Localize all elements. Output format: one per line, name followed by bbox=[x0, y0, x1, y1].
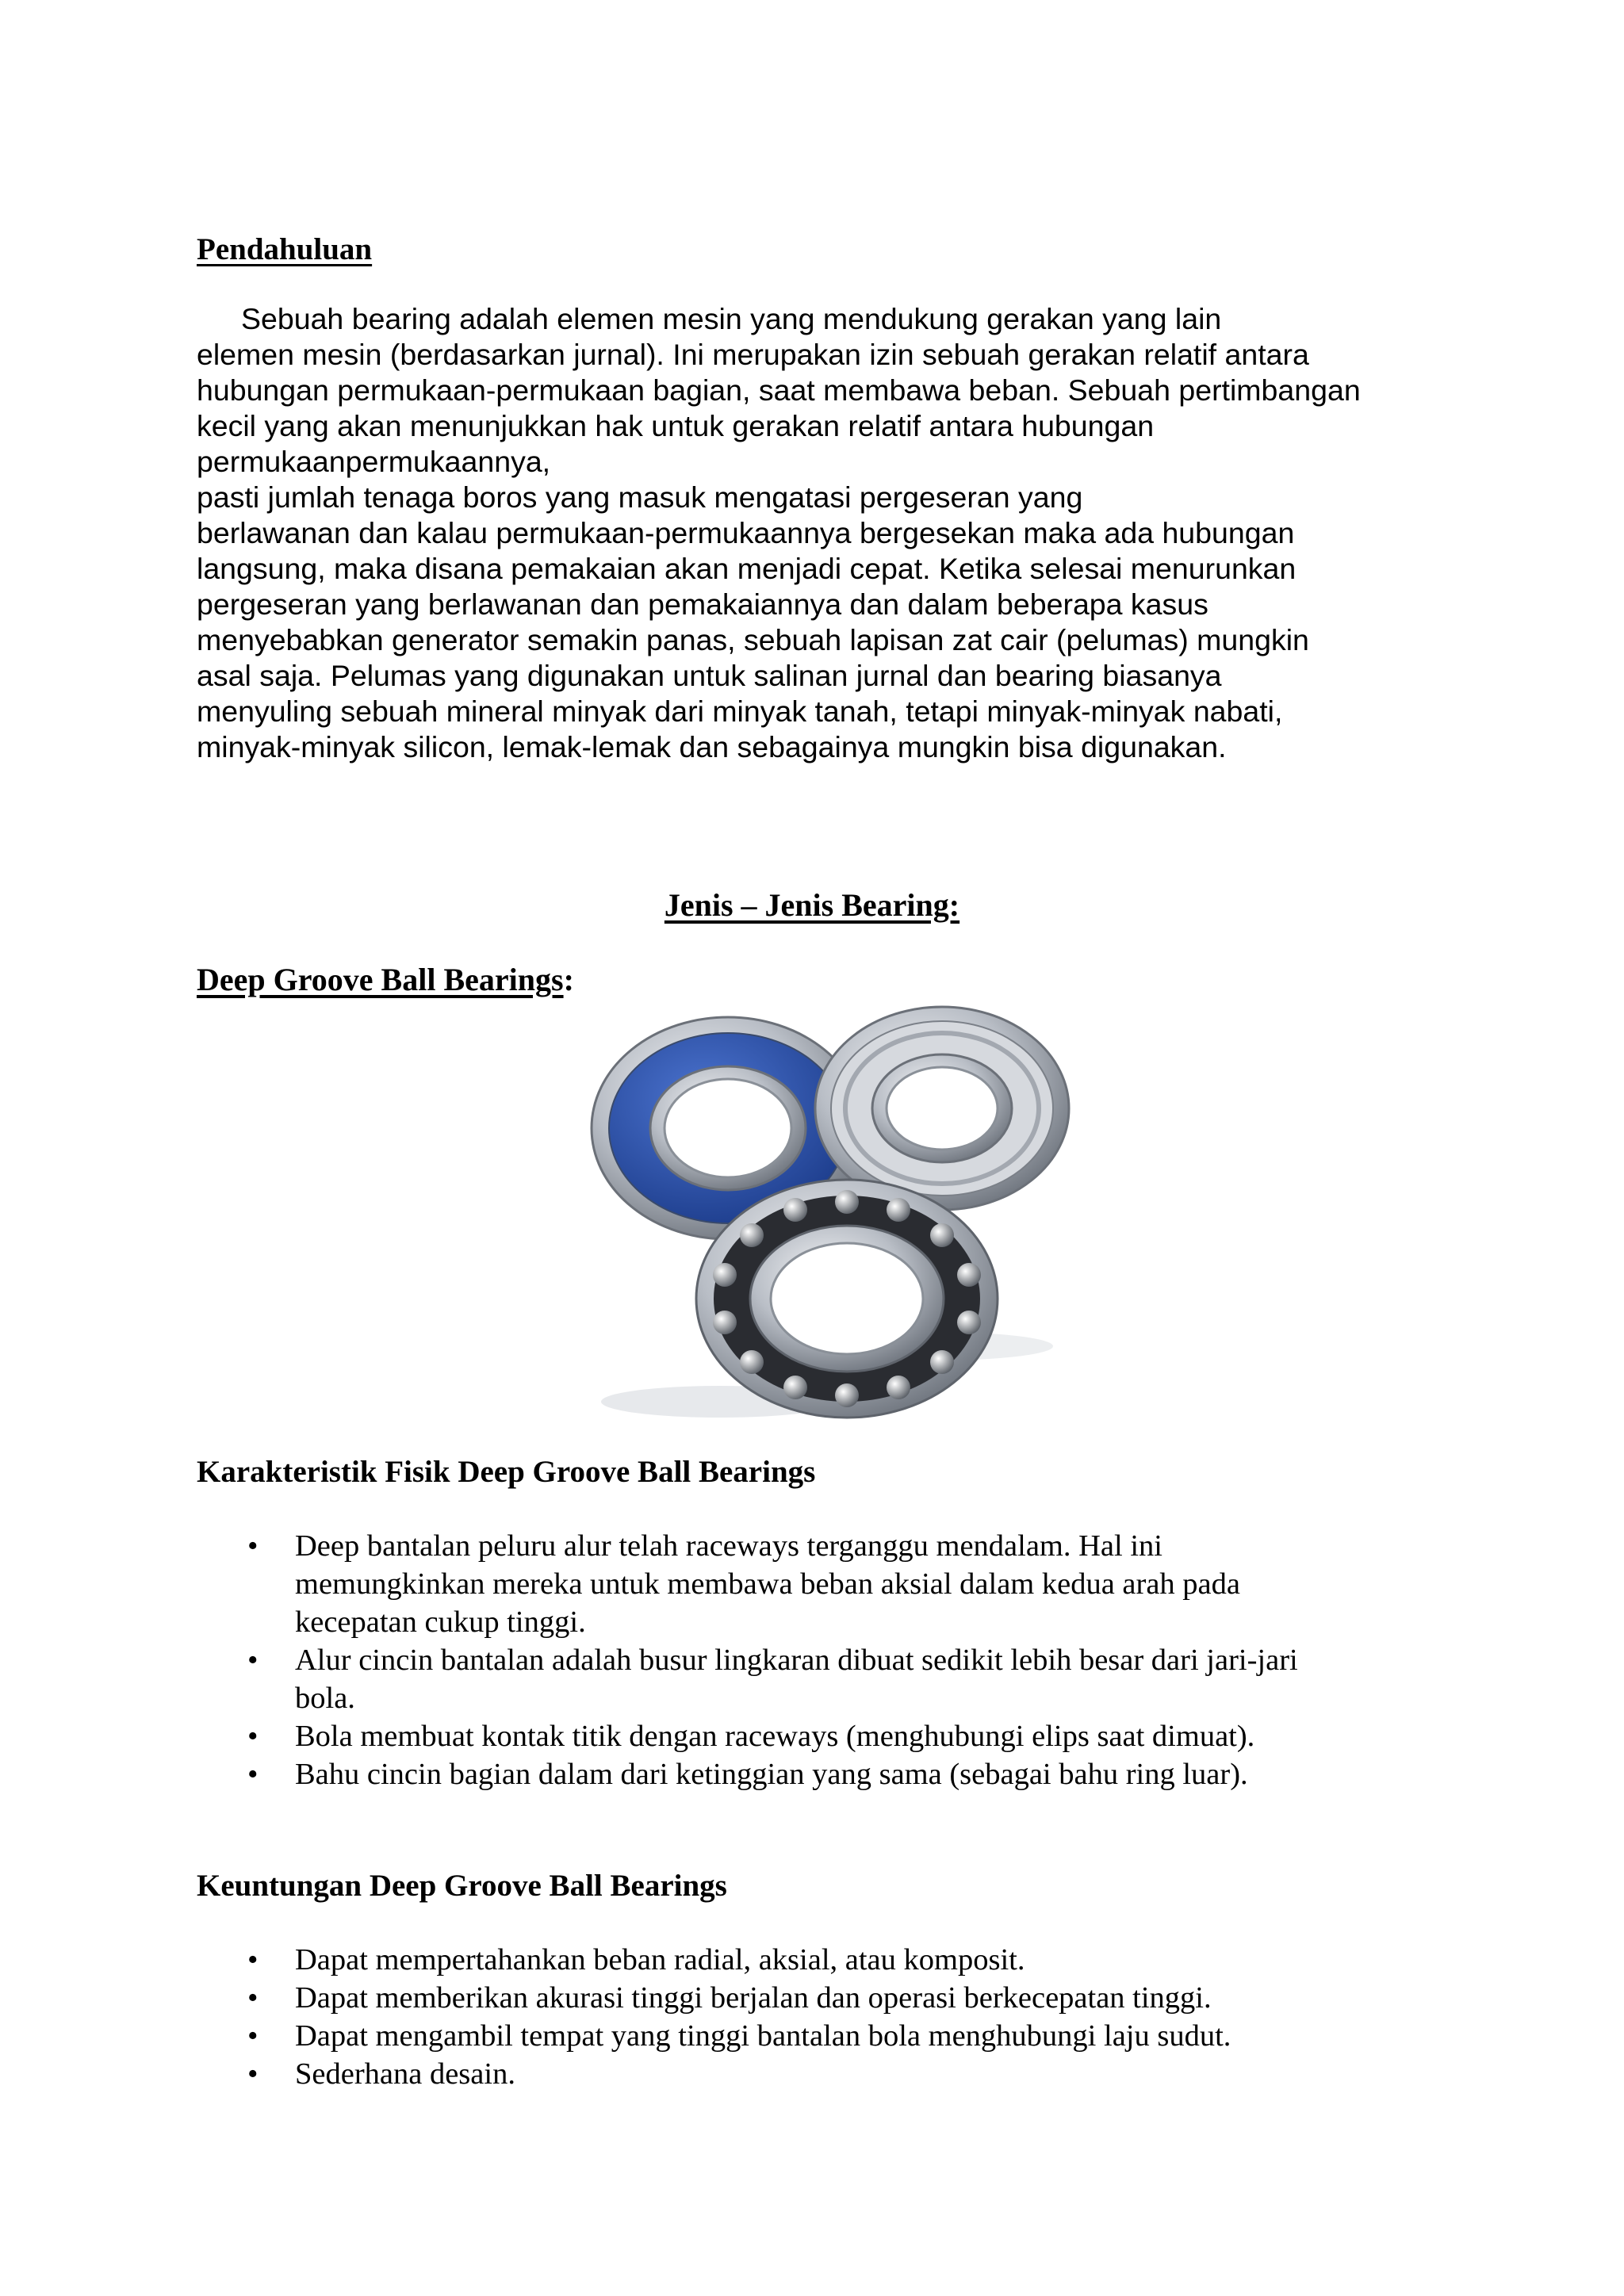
intro-line: kecil yang akan menunjukkan hak untuk gerakan relatif antara hubungan bbox=[197, 409, 1155, 442]
list-item-line: Bola membuat kontak titik dengan raceways (menghubungi elips saat dimuat). bbox=[295, 1720, 1255, 1753]
deep-groove-title-colon: : bbox=[563, 962, 574, 997]
bullet: • bbox=[247, 2019, 259, 2053]
list-item-line: kecepatan cukup tinggi. bbox=[295, 1605, 586, 1639]
advantages-list bbox=[197, 1941, 1434, 2093]
bullet: • bbox=[247, 1758, 259, 1791]
bullet: • bbox=[247, 1529, 259, 1563]
list-item bbox=[197, 1941, 1434, 1979]
types-title: Jenis – Jenis Bearing: bbox=[664, 887, 960, 923]
intro-line: minyak-minyak silicon, lemak-lemak dan sebagainya mungkin bisa digunakan. bbox=[197, 730, 1227, 763]
bullet: • bbox=[247, 1720, 259, 1753]
intro-line: elemen mesin (berdasarkan jurnal). Ini merupakan izin sebuah gerakan relatif antara bbox=[197, 338, 1309, 371]
list-item-line: Deep bantalan peluru alur telah raceways terganggu mendalam. Hal ini bbox=[295, 1529, 1162, 1563]
bullet: • bbox=[247, 1644, 259, 1677]
intro-line: hubungan permukaan-permukaan bagian, saat membawa beban. Sebuah pertimbangan bbox=[197, 373, 1361, 407]
intro-line: langsung, maka disana pemakaian akan menjadi cepat. Ketika selesai menurunkan bbox=[197, 552, 1297, 585]
intro-line: permukaanpermukaannya, bbox=[197, 445, 551, 478]
advantages-title: Keuntungan Deep Groove Ball Bearings bbox=[197, 1869, 727, 1903]
intro-line: menyebabkan generator semakin panas, sebuah lapisan zat cair (pelumas) mungkin bbox=[197, 623, 1309, 656]
list-item bbox=[197, 1755, 1434, 1793]
list-item-line: Alur cincin bantalan adalah busur lingkaran dibuat sedikit lebih besar dari jari-jari bbox=[295, 1644, 1298, 1677]
list-item-line: Sederhana desain. bbox=[295, 2057, 515, 2091]
bullet: • bbox=[247, 1943, 259, 1976]
list-item bbox=[197, 2055, 1434, 2093]
characteristics-list bbox=[197, 1527, 1434, 1793]
list-item-line: Dapat mengambil tempat yang tinggi bantalan bola menghubungi laju sudut. bbox=[295, 2019, 1231, 2053]
list-item-line: Dapat mempertahankan beban radial, aksial, atau komposit. bbox=[295, 1943, 1025, 1976]
list-item bbox=[197, 1641, 1434, 1717]
bearings-illustration bbox=[546, 1005, 1093, 1456]
deep-groove-title-text: Deep Groove Ball Bearings bbox=[197, 962, 564, 997]
intro-line: pasti jumlah tenaga boros yang masuk mengatasi pergeseran yang bbox=[197, 480, 1083, 514]
intro-line: menyuling sebuah mineral minyak dari minyak tanah, tetapi minyak-minyak nabati, bbox=[197, 695, 1283, 728]
list-item-line: memungkinkan mereka untuk membawa beban aksial dalam kedua arah pada bbox=[295, 1567, 1240, 1601]
list-item bbox=[197, 2017, 1434, 2055]
intro-line: berlawanan dan kalau permukaan-permukaannya bergesekan maka ada hubungan bbox=[197, 516, 1295, 549]
list-item bbox=[197, 1717, 1434, 1755]
intro-heading: Pendahuluan bbox=[197, 232, 373, 266]
open-ball-bearing bbox=[696, 1180, 998, 1418]
list-item-line: bola. bbox=[295, 1682, 355, 1715]
list-item-line: Bahu cincin bagian dalam dari ketinggian yang sama (sebagai bahu ring luar). bbox=[295, 1758, 1248, 1791]
list-item bbox=[197, 1979, 1434, 2017]
list-item bbox=[197, 1527, 1434, 1641]
list-item-line: Dapat memberikan akurasi tinggi berjalan dan operasi berkecepatan tinggi. bbox=[295, 1981, 1212, 2015]
characteristics-title: Karakteristik Fisik Deep Groove Ball Bearings bbox=[197, 1455, 816, 1489]
intro-paragraph bbox=[197, 301, 1450, 765]
intro-line: asal saja. Pelumas yang digunakan untuk salinan jurnal dan bearing biasanya bbox=[197, 659, 1222, 692]
bearings-photo bbox=[546, 1005, 1093, 1456]
intro-line: pergeseran yang berlawanan dan pemakaiannya dan dalam beberapa kasus bbox=[197, 587, 1208, 621]
bullet: • bbox=[247, 1981, 259, 2015]
intro-line: Sebuah bearing adalah elemen mesin yang mendukung gerakan yang lain bbox=[241, 302, 1222, 335]
deep-groove-title bbox=[197, 961, 574, 998]
bullet: • bbox=[247, 2057, 259, 2091]
